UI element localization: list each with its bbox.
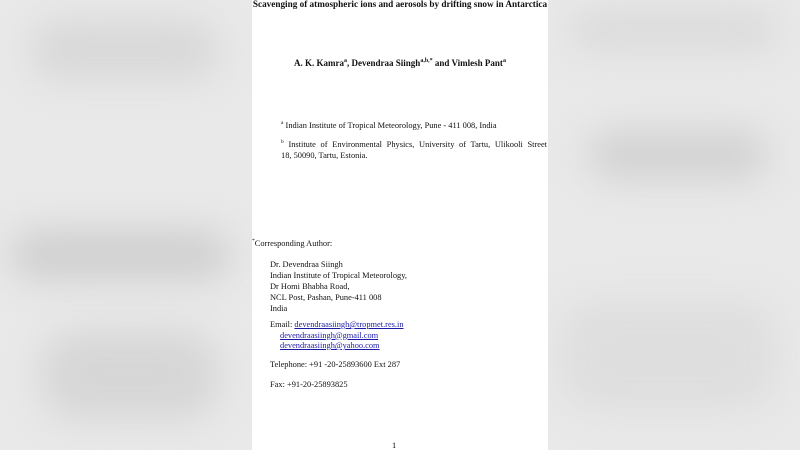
affiliation-text-line2: 18, 50090, Tartu, Estonia. [281, 150, 368, 160]
corresponding-mark: * [429, 58, 433, 64]
affiliation-mark: b [281, 139, 284, 145]
email-link[interactable]: devendraasiingh@yahoo.com [280, 341, 380, 350]
affiliation-b [281, 137, 547, 161]
author-affiliation-mark: a [344, 58, 348, 64]
fax: Fax: +91-20-25893825 [270, 380, 348, 389]
author-name: Vimlesh Pant [451, 58, 503, 68]
author-list [252, 58, 548, 68]
affiliation-text: Indian Institute of Tropical Meteorology, Pune - 411 008, India [285, 120, 497, 130]
author-name: A. K. Kamra [294, 58, 345, 68]
corresponding-author-label: *Corresponding Author: [252, 238, 333, 248]
address-line: India [270, 304, 288, 313]
page-number: 1 [392, 441, 397, 450]
author-name: Devendraa Siingh [351, 58, 421, 68]
email-link[interactable]: devendraasiingh@gmail.com [280, 330, 379, 340]
author-affiliation-mark: a [502, 58, 506, 64]
address-line: NCL Post, Pashan, Pune-411 008 [270, 293, 382, 302]
paper-page [252, 0, 548, 450]
author-affiliation-mark: a,b,* [420, 58, 433, 64]
blurred-backdrop-right [548, 0, 800, 450]
email-block [270, 320, 404, 352]
author-separator: and [432, 58, 452, 68]
affiliation-mark: a [281, 120, 284, 126]
paper-title: Scavenging of atmospheric ions and aerosols by drifting snow in Antarctica [252, 0, 548, 9]
blurred-backdrop-left [0, 0, 252, 450]
affiliation-text-line1: Institute of Environmental Physics, University of Tartu, Ulikooli Street [288, 139, 548, 149]
telephone: Telephone: +91 -20-25893600 Ext 287 [270, 360, 401, 369]
corresponding-address [270, 259, 407, 314]
corresponding-mark: * [252, 238, 255, 244]
address-line: Dr. Devendraa Siingh [270, 260, 343, 269]
email-link[interactable]: devendraasiingh@tropmet.res.in [294, 320, 404, 329]
author-separator: , [347, 58, 352, 68]
email-label: Email: [270, 320, 293, 329]
affiliation-a [281, 118, 543, 131]
address-line: Indian Institute of Tropical Meteorology, [270, 271, 407, 280]
address-line: Dr Homi Bhabha Road, [270, 282, 350, 291]
